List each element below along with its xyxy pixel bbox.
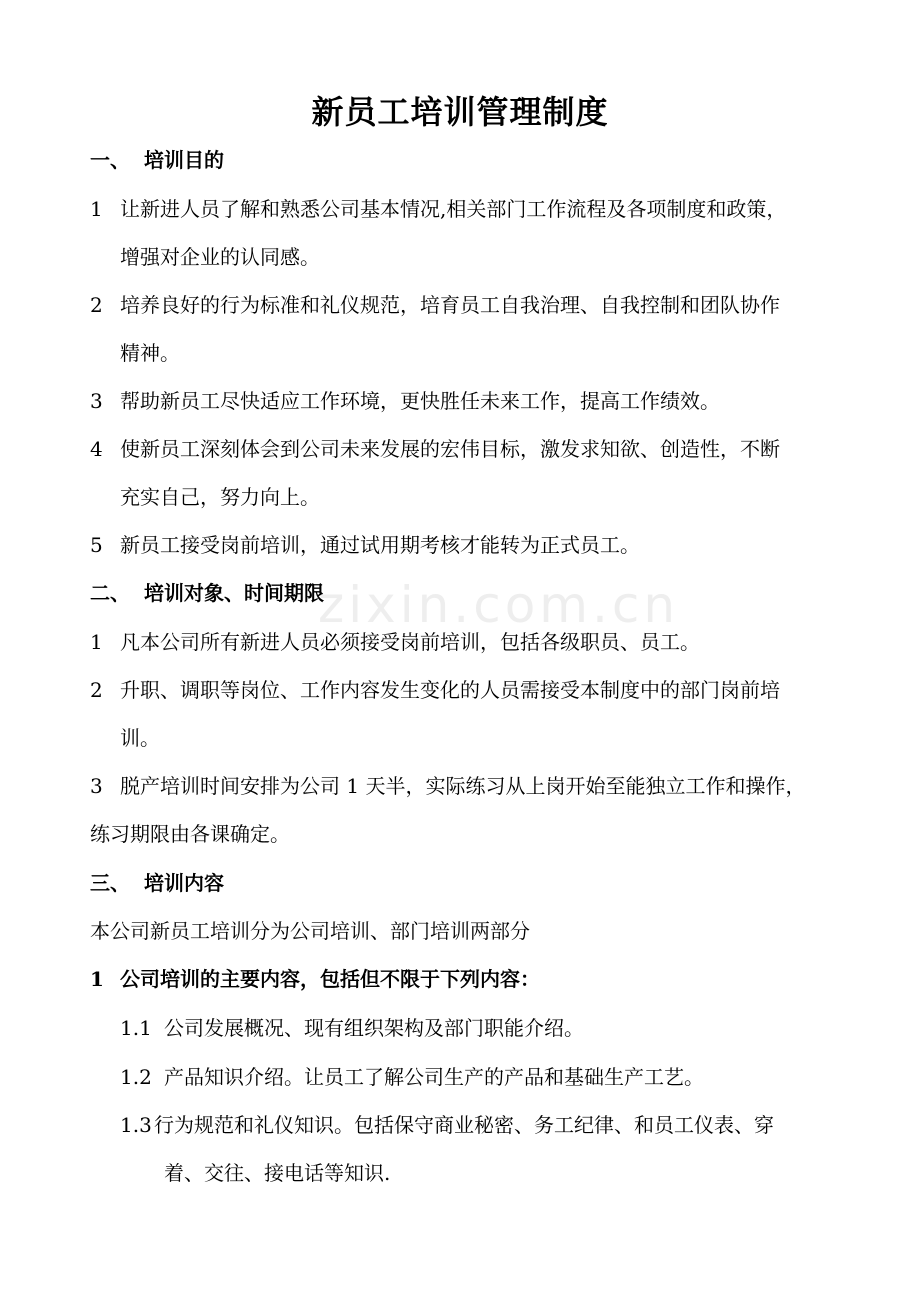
list-item (90, 675, 103, 705)
list-item (90, 290, 103, 320)
sub-list-item (120, 1013, 584, 1043)
item-number: 3 (90, 389, 103, 413)
list-item-text-cont: 增强对企业的认同感。 (120, 245, 320, 269)
section-title: 培训目的 (144, 148, 224, 172)
list-item (90, 627, 103, 657)
list-item-text-cont: 训。 (120, 726, 160, 750)
item-number: 1 (90, 630, 103, 654)
watermark: zixin.com.cn (318, 576, 680, 634)
section-title: 培训对象、时间期限 (144, 581, 324, 605)
list-item-text-cont: 着、交往、接电话等知识. (164, 1161, 391, 1185)
section-1-heading (90, 145, 224, 175)
list-item-text: 让新进人员了解和熟悉公司基本情况,相关部门工作流程及各项制度和政策， (120, 197, 787, 221)
list-item-text-cont: 精神。 (120, 341, 180, 365)
section-2-heading (90, 578, 324, 608)
list-item-text: 升职、调职等岗位、工作内容发生变化的人员需接受本制度中的部门岗前培 (120, 678, 780, 702)
list-item-text: 新员工接受岗前培训，通过试用期考核才能转为正式员工。 (120, 533, 640, 557)
list-item-text: 产品知识介绍。让员工了解公司生产的产品和基础生产工艺。 (164, 1065, 704, 1089)
item-number: 1 (90, 197, 103, 221)
subsection-title: 公司培训的主要内容，包括但不限于下列内容： (120, 967, 540, 991)
sub-list-item (120, 1110, 774, 1140)
section-intro: 本公司新员工培训分为公司培训、部门培训两部分 (90, 919, 530, 943)
list-item-text: 脱产培训时间安排为公司 1 天半，实际练习从上岗开始至能独立工作和操作， (120, 774, 806, 798)
list-item (90, 434, 103, 464)
list-item-text: 帮助新员工尽快适应工作环境，更快胜任未来工作，提高工作绩效。 (120, 389, 720, 413)
document-title: 新员工培训管理制度 (311, 93, 609, 131)
sub-list-item (120, 1062, 704, 1092)
section-title: 培训内容 (144, 871, 224, 895)
list-item-text: 使新员工深刻体会到公司未来发展的宏伟目标，激发求知欲、创造性，不断 (120, 437, 780, 461)
section-number: 一、 (90, 148, 130, 172)
item-number: 5 (90, 533, 103, 557)
list-item (90, 771, 103, 801)
list-item-text: 行为规范和礼仪知识。包括保守商业秘密、务工纪律、和员工仪表、穿 (154, 1113, 774, 1137)
item-number: 4 (90, 437, 103, 461)
item-number: 1.1 (120, 1016, 152, 1040)
subsection-1-heading (90, 964, 540, 994)
item-number: 2 (90, 293, 103, 317)
item-number: 1 (90, 967, 104, 991)
item-number: 1.3 (120, 1113, 152, 1137)
item-number: 3 (90, 774, 103, 798)
section-3-heading (90, 868, 224, 898)
list-item-text-cont: 充实自己，努力向上。 (120, 485, 320, 509)
list-item-text: 公司发展概况、现有组织架构及部门职能介绍。 (164, 1016, 584, 1040)
section-number: 三、 (90, 871, 130, 895)
list-item (90, 530, 103, 560)
list-item-text-cont: 练习期限由各课确定。 (90, 822, 290, 846)
list-item (90, 386, 103, 416)
item-number: 1.2 (120, 1065, 152, 1089)
section-number: 二、 (90, 581, 130, 605)
item-number: 2 (90, 678, 103, 702)
list-item-text: 培养良好的行为标准和礼仪规范，培育员工自我治理、自我控制和团队协作 (120, 293, 780, 317)
list-item (90, 194, 103, 224)
list-item-text: 凡本公司所有新进人员必须接受岗前培训，包括各级职员、员工。 (120, 630, 700, 654)
